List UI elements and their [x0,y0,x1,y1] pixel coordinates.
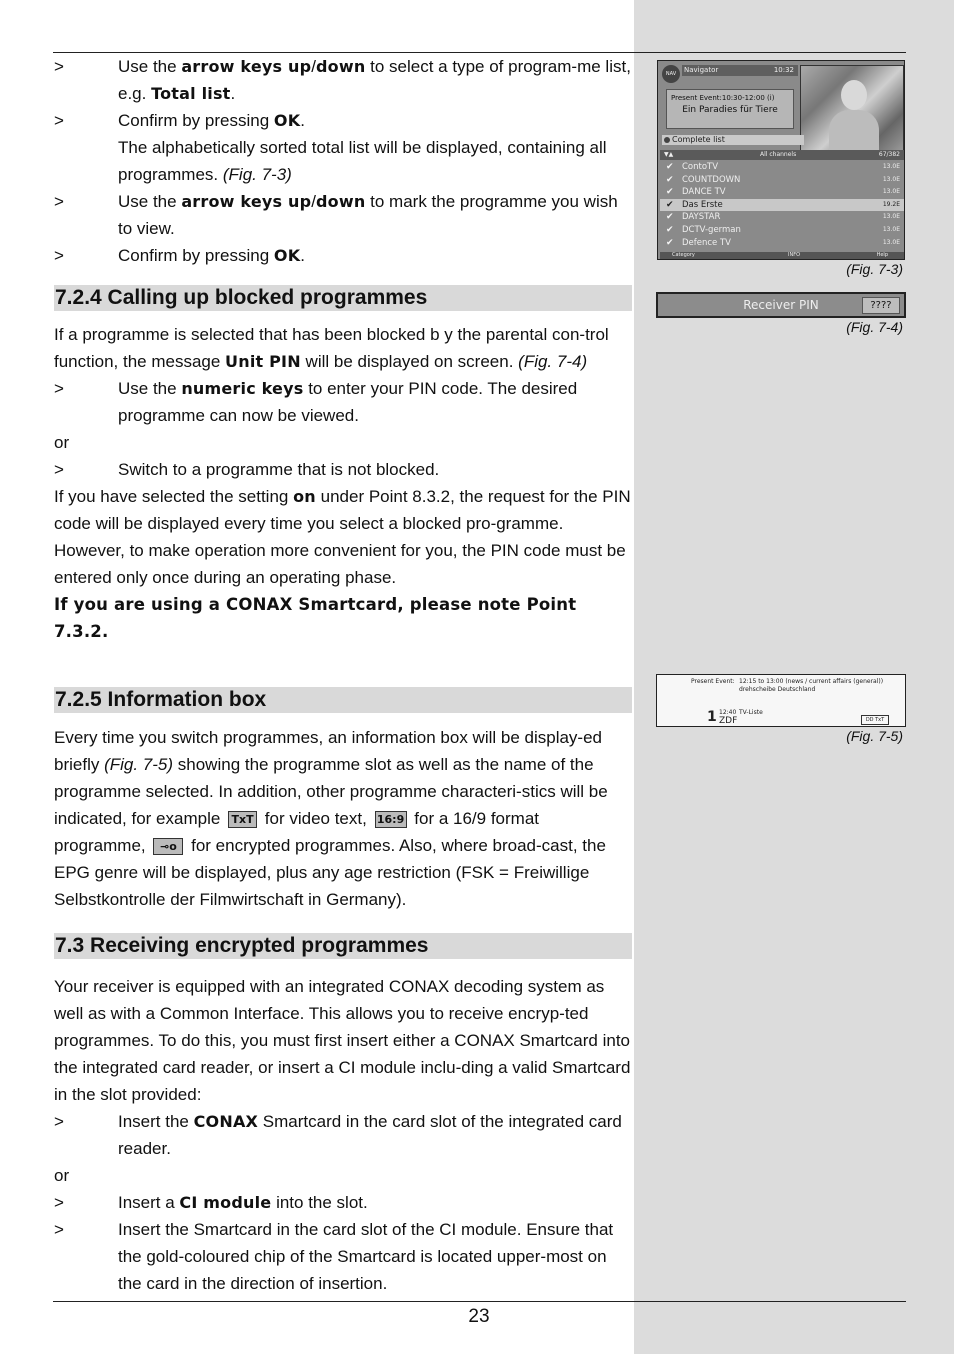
text: If a programme is selected that has been blocked b y the parental con-trol function, the message [54,325,609,371]
sort-arrows-icon: ▼▲ [664,151,674,158]
aspect-16-9-icon: 16:9 [375,811,407,828]
channel-name: ZDF [719,716,738,726]
figure-caption: (Fig. 7-4) [846,319,903,335]
page-number: 23 [468,1306,490,1327]
intro-steps [54,53,632,269]
section-7-2-4 [54,285,632,645]
channel-count: 67/382 [878,151,900,158]
bullet: > [54,111,64,130]
module-name: CI module [179,1193,272,1212]
bullet: > [54,1193,64,1212]
text: will be displayed on screen. [300,352,519,371]
category-button[interactable]: Category [672,252,695,258]
event-title: Ein Paradies für Tiere [682,105,778,115]
channel-row-selected[interactable] [660,199,904,212]
channel-name: DANCE TV [682,187,726,198]
key-name: down [316,192,366,211]
info-button[interactable]: INFO [788,252,801,258]
channel-name: ContoTV [682,162,719,172]
text: for video text, [260,809,372,828]
text: Confirm by pressing [118,111,274,130]
text: If you have selected the setting [54,487,294,506]
check-icon: ✔ [666,237,674,248]
key-name: OK [273,246,301,265]
section-heading: 7.2.5 Information box [54,687,632,713]
channel-list [660,161,904,249]
check-icon: ✔ [666,162,674,172]
check-icon: ✔ [666,187,674,198]
text: Confirm by pressing [118,246,274,265]
step-item [54,375,632,429]
figure-caption: (Fig. 7-3) [846,261,903,277]
key-icon: ⊸o [153,838,183,855]
channel-name: DCTV-german [682,224,741,235]
text: Insert the Smartcard in the card slot of the CI module. Ensure that the gold-coloured chip of the Smartcard is located upper-most on the card in the direction of insertion. [118,1220,614,1293]
text: The alphabetically sorted total list will be displayed, containing all programmes. [118,138,607,184]
programme-number: 1 [707,709,717,725]
pin-input-field[interactable]: ???? [862,297,900,314]
step-item [54,188,632,242]
text: . [230,84,236,103]
list-name: TV-Liste [739,709,763,716]
pin-prompt-label: Receiver PIN [743,298,819,312]
paragraph [54,321,632,375]
text: Use the [118,379,182,398]
step-item [54,1189,632,1216]
key-name: down [316,57,366,76]
satellite-position: 13.0E [882,163,900,170]
channel-name: COUNTDOWN [682,174,741,185]
teletext-icon: TxT [228,811,257,828]
text: Insert the [118,1112,194,1131]
section-7-3 [54,933,632,1297]
check-icon: ✔ [666,212,674,223]
channel-row[interactable] [660,224,904,237]
text: / [311,57,316,76]
person-head [841,80,867,110]
channel-row[interactable] [660,211,904,224]
figure-ref: (Fig. 7-4) [518,352,588,371]
text: to select a type of program-me list, e.g. [118,57,631,103]
satellite-position: 19.2E [882,200,900,208]
channel-row[interactable] [660,237,904,250]
step-item [54,1216,632,1297]
paragraph [54,483,632,591]
step-item [54,107,632,134]
channel-name: DAYSTAR [682,212,721,223]
section-heading: 7.3 Receiving encrypted programmes [54,933,632,959]
figure-ref: (Fig. 7-3) [222,165,292,184]
bullet: > [54,192,64,211]
channel-name: Defence TV [682,237,731,248]
key-name: OK [273,111,301,130]
satellite-position: 13.0E [882,238,900,246]
step-item [54,456,632,483]
text: into the slot. [271,1193,368,1212]
channel-filter-bar [660,150,904,160]
text: Every time you switch programmes, an information box will be display-ed briefly [54,728,603,774]
text: under Point 8.3.2, the request for the PIN code will be displayed every time you select a blocked pro-gramme. However, to make operation more convenient for you, the PIN code must be entered only once during an operating phase. [54,487,631,587]
note: If you are using a CONAX Smartcard, please note Point 7.3.2. [54,595,577,641]
setting-name: on [293,487,316,506]
bullet: > [54,1220,64,1239]
help-button[interactable]: Help [876,252,888,258]
bullet: > [54,460,64,479]
channel-row[interactable] [660,161,904,174]
figure-caption: (Fig. 7-5) [846,728,903,744]
text: Use the [118,192,182,211]
present-event-box [666,89,794,129]
text: for encrypted programmes. Also, where broad-cast, the EPG genre will be displayed, plus any age restriction (FSK = Freiwillige Selbstkontrolle der Filmwirtschaft in Germany). [54,836,606,909]
text: . [300,111,306,130]
text: Insert a [118,1193,180,1212]
clock: 12:40 [719,709,737,716]
person-body [829,110,879,150]
text: / [311,192,316,211]
bottom-rule [53,1301,906,1302]
check-icon: ✔ [666,224,674,235]
step-item [54,1108,632,1162]
bullet: > [54,246,64,265]
section-heading: 7.2.4 Calling up blocked programmes [54,285,632,311]
text: to enter your PIN code. The desired programme can now be viewed. [118,379,578,425]
navigator-title: Navigator [684,66,719,74]
event-title: drehscheibe Deutschland [739,686,816,693]
paragraph [54,724,632,913]
present-event-label: Present Event: [691,678,735,685]
figure-ref: (Fig. 7-5) [104,755,174,774]
bullet: > [54,379,64,398]
navigator-footer [660,252,904,259]
figure-7-3-navigator-screen [657,60,905,260]
check-icon: ✔ [666,174,674,185]
step-item [54,242,632,269]
card-name: CONAX [193,1112,259,1131]
text: showing the programme slot as well as the name of the programme selected. In addition, other programme characteri-stics will be indicated, for example [54,755,608,828]
list-name: Total list [151,84,231,103]
list-selector: Complete list [662,135,804,145]
satellite-position: 13.0E [882,213,900,221]
text: . [300,246,306,265]
tv-preview-image [800,65,904,151]
present-event-label: Present Event:10:30-12:00 [671,94,765,102]
text: to mark the programme you wish to view. [118,192,618,238]
step-continuation [54,134,632,188]
event-info: 12:15 to 13:00 (news / current affairs (general)) [739,678,884,685]
figure-7-4-pin-prompt [656,292,906,318]
filter-label: All channels [760,151,797,158]
step-item [54,53,632,107]
or-text: or [54,433,70,452]
check-icon: ✔ [666,199,674,210]
dolby-teletext-icon: DD TxT [861,715,889,725]
text: Switch to a programme that is not blocked. [118,460,440,479]
channel-row[interactable] [660,186,904,199]
figure-7-5-info-box [656,674,906,727]
message-name: Unit PIN [225,352,301,371]
text: Smartcard in the card slot of the integrated card reader. [118,1112,622,1158]
or-text: or [54,1166,70,1185]
clock: 10:32 [773,66,794,74]
nav-logo-icon: NAV [662,65,680,83]
bullet: > [54,57,64,76]
text: Use the [118,57,182,76]
satellite-position: 13.0E [882,175,900,183]
bullet: > [54,1112,64,1131]
channel-row[interactable] [660,174,904,187]
info-icon: (i) [767,94,775,102]
paragraph: Your receiver is equipped with an integrated CONAX decoding system as well as with a Common Interface. This allows you to receive encryp-ted programmes. To do this, you must first insert either a CONAX Smartcard into the integrated card reader, or insert a CI module inclu-ding a valid Smartcard in the slot provided: [54,977,631,1104]
section-7-2-5 [54,687,632,913]
navigator-title-bar [682,65,798,76]
satellite-position: 13.0E [882,225,900,233]
satellite-position: 13.0E [882,188,900,196]
key-name: arrow keys up [181,57,312,76]
key-name: numeric keys [181,379,304,398]
key-name: arrow keys up [181,192,312,211]
text: for a 16/9 format programme, [54,809,539,855]
channel-name: Das Erste [682,199,723,210]
